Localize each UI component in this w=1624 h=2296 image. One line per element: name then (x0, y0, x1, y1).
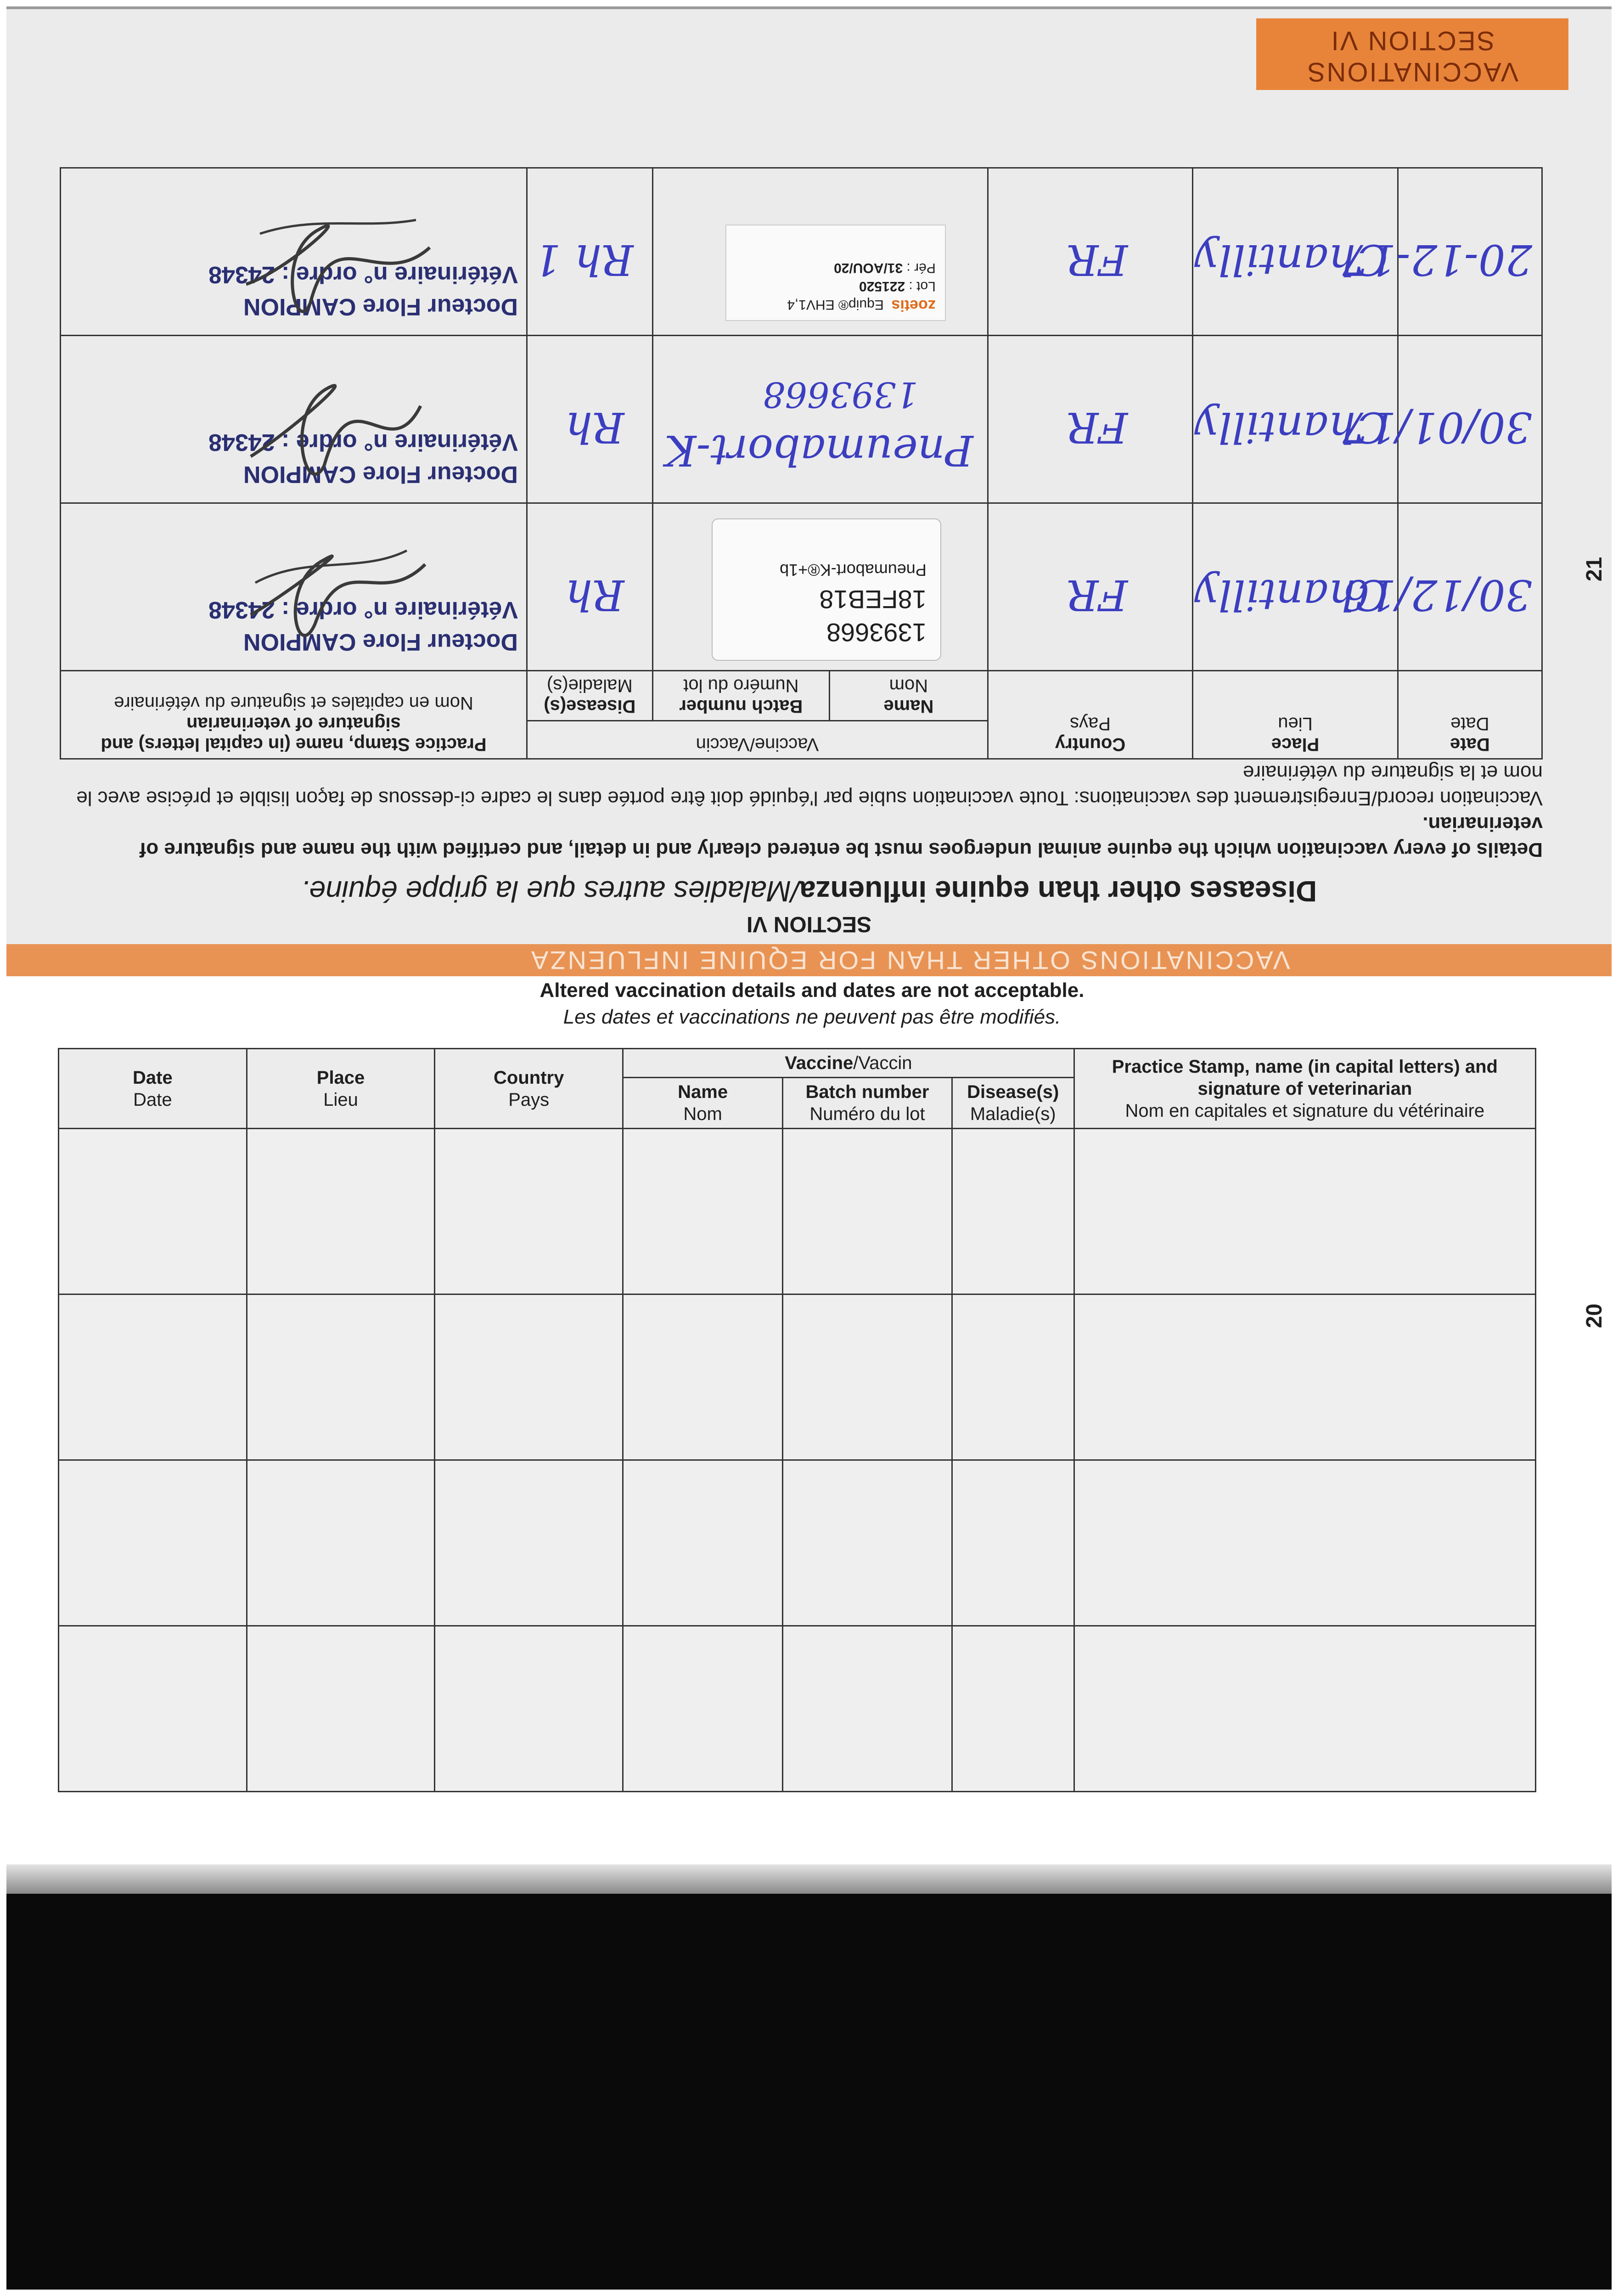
cell-vaccine-label (652, 168, 988, 336)
instructions (64, 760, 1543, 862)
altered-warning-fr: Les dates et vaccinations ne peuvent pas être modifiés. (563, 1006, 1061, 1028)
cell-date[interactable] (59, 1460, 247, 1626)
stamp-id: Vétérinaire n° ordre : 24348 (208, 429, 518, 456)
col-batch: Batch number Numéro du lot (783, 1078, 952, 1129)
page-21-content (6, 9, 1612, 976)
section-title (6, 874, 1612, 908)
cell-batch[interactable] (783, 1294, 952, 1460)
table-row (59, 1129, 1536, 1294)
cell-stamp (61, 168, 527, 336)
handwritten-country: FR (1067, 570, 1128, 619)
vaccination-table-upper (60, 167, 1543, 760)
zoetis-lot-label: Lot : (909, 279, 936, 294)
page-edge (6, 1864, 1612, 1894)
cell-date (1342, 336, 1542, 503)
cell-place (1193, 336, 1398, 503)
cell-batch[interactable] (783, 1460, 952, 1626)
cell-name[interactable] (623, 1626, 783, 1792)
cell-name[interactable] (623, 1129, 783, 1294)
cell-batch[interactable] (783, 1129, 952, 1294)
vaccine-label-sticker (712, 518, 941, 661)
cell-disease[interactable] (952, 1626, 1074, 1792)
section-title-fr: /Maladies autres que la grippe équine. (301, 875, 799, 908)
cell-country (988, 168, 1192, 336)
table-row (61, 168, 1542, 336)
table-row (59, 1626, 1536, 1792)
cell-name[interactable] (623, 1460, 783, 1626)
handwritten-place: Chantilly (1194, 235, 1388, 284)
cell-date (1342, 503, 1542, 671)
section-tab-line1: VACCINATIONS (1306, 57, 1519, 87)
cell-place (1193, 503, 1398, 671)
cell-place[interactable] (247, 1129, 435, 1294)
zoetis-product: Equip® EHV1,4 (787, 297, 884, 312)
col-disease: Disease(s) Maladie(s) (952, 1078, 1074, 1129)
cell-country (988, 336, 1192, 503)
cell-place[interactable] (247, 1294, 435, 1460)
section-band (6, 944, 1612, 976)
page-number-21: 21 (1582, 557, 1607, 582)
table-row (59, 1460, 1536, 1626)
col-stamp: Practice Stamp, name (in capital letters) and signature of veterinarian Nom en capitales et signature du vétérinaire (61, 671, 527, 759)
altered-warning-en: Altered vaccination details and dates are not acceptable. (539, 979, 1085, 1002)
col-date: Date Date (1398, 671, 1542, 759)
cell-place[interactable] (247, 1460, 435, 1626)
table-row (59, 1294, 1536, 1460)
col-place: Place Lieu (247, 1049, 435, 1129)
cell-stamp[interactable] (1074, 1129, 1535, 1294)
col-name: Name Nom (623, 1078, 783, 1129)
handwritten-place: Chantilly (1194, 403, 1388, 452)
handwritten-place: Chantilly (1194, 570, 1388, 619)
cell-date[interactable] (59, 1626, 247, 1792)
handwritten-disease: Rh (565, 570, 624, 619)
handwritten-vaccine-name: Pneumabort-K (664, 426, 973, 475)
instruction-en: Details of every vaccination which the equine animal undergoes must be entered clearly and in detail, and certified with the name and signature of veterinarian. (139, 813, 1543, 861)
handwritten-batch: 1393668 (763, 374, 918, 415)
cell-date (1342, 168, 1542, 336)
zoetis-label-sticker (725, 225, 946, 321)
cell-vaccine-label (652, 503, 988, 671)
cell-date[interactable] (59, 1294, 247, 1460)
cell-vaccine-handwritten (652, 336, 988, 503)
table-header-row (61, 721, 1542, 759)
cell-country[interactable] (435, 1626, 623, 1792)
zoetis-logo: zoetis (891, 297, 936, 314)
cell-country[interactable] (435, 1129, 623, 1294)
cell-name[interactable] (623, 1294, 783, 1460)
handwritten-disease: Rh 1 (534, 235, 634, 284)
stamp-name: Docteur Flore CAMPION (243, 629, 518, 655)
stamp-name: Docteur Flore CAMPION (243, 461, 518, 488)
handwritten-disease: Rh (565, 403, 624, 452)
section-label: SECTION VI (746, 912, 872, 936)
section-tab (1256, 18, 1568, 90)
cell-disease (527, 336, 653, 503)
cell-disease[interactable] (952, 1129, 1074, 1294)
cell-disease[interactable] (952, 1294, 1074, 1460)
col-name: Name Nom (830, 671, 988, 721)
label-expiry: 18FEB18 (819, 585, 927, 614)
zoetis-lot: 221520 (859, 279, 905, 294)
label-batch: 1393668 (826, 618, 927, 647)
handwritten-date: 20-12-17 (1342, 235, 1532, 284)
cell-place[interactable] (247, 1626, 435, 1792)
signature-icon (242, 360, 434, 498)
cell-place (1193, 168, 1398, 336)
stamp-id: Vétérinaire n° ordre : 24348 (208, 597, 518, 623)
table-row (61, 336, 1542, 503)
cell-disease[interactable] (952, 1460, 1074, 1626)
col-vaccine: Vaccine/Vaccin (527, 721, 988, 759)
cell-stamp (61, 503, 527, 671)
signature-icon (242, 192, 434, 330)
col-place: Place Lieu (1193, 671, 1398, 759)
label-product: Pneumabort-K®+1b (780, 561, 927, 580)
section-band-text: VACCINATIONS OTHER THAN FOR EQUINE INFLUENZA (529, 946, 1290, 975)
handwritten-country: FR (1067, 235, 1128, 284)
vaccination-table-lower (58, 1048, 1536, 1792)
col-stamp: Practice Stamp, name (in capital letters) and signature of veterinarian Nom en capitales et signature du vétérinaire (1074, 1049, 1535, 1129)
cell-disease (527, 503, 653, 671)
zoetis-exp: 31/AOU/20 (834, 260, 903, 276)
page-number-20: 20 (1582, 1303, 1607, 1328)
signature-icon (242, 528, 434, 665)
handwritten-date: 30/12/16 (1342, 570, 1532, 619)
instruction-fr: Vaccination record/Enregistrement des vaccinations: Toute vaccination subie par l'équidé doit être portée dans le cadre ci-dessous de façon lisible et précise avec le nom et la signature du vétérinaire (76, 761, 1543, 810)
col-disease: Disease(s) Maladie(s) (527, 671, 653, 721)
cell-country[interactable] (435, 1294, 623, 1460)
col-date: Date Date (59, 1049, 247, 1129)
table-row (61, 503, 1542, 671)
cell-disease (527, 168, 653, 336)
cell-stamp (61, 336, 527, 503)
cell-date[interactable] (59, 1129, 247, 1294)
cell-stamp[interactable] (1074, 1626, 1535, 1792)
handwritten-country: FR (1067, 403, 1128, 452)
col-batch: Batch number Numéro du lot (652, 671, 829, 721)
stamp-name: Docteur Flore CAMPION (243, 293, 518, 320)
col-country: Country Pays (988, 671, 1192, 759)
cell-batch[interactable] (783, 1626, 952, 1792)
cell-stamp[interactable] (1074, 1460, 1535, 1626)
col-vaccine: Vaccine/Vaccin (623, 1049, 1074, 1078)
handwritten-date: 30/01/17 (1342, 403, 1532, 452)
section-tab-line2: SECTION VI (1330, 26, 1495, 56)
cell-stamp[interactable] (1074, 1294, 1535, 1460)
zoetis-exp-label: Pér : (906, 260, 936, 276)
stamp-id: Vétérinaire n° ordre : 24348 (208, 261, 518, 288)
cell-country (988, 503, 1192, 671)
section-title-en: Diseases other than equine influenza (799, 875, 1317, 908)
scan-background (6, 1894, 1612, 2290)
col-country: Country Pays (435, 1049, 623, 1129)
page-21 (6, 6, 1612, 976)
cell-country[interactable] (435, 1460, 623, 1626)
table-header-row (59, 1049, 1536, 1078)
